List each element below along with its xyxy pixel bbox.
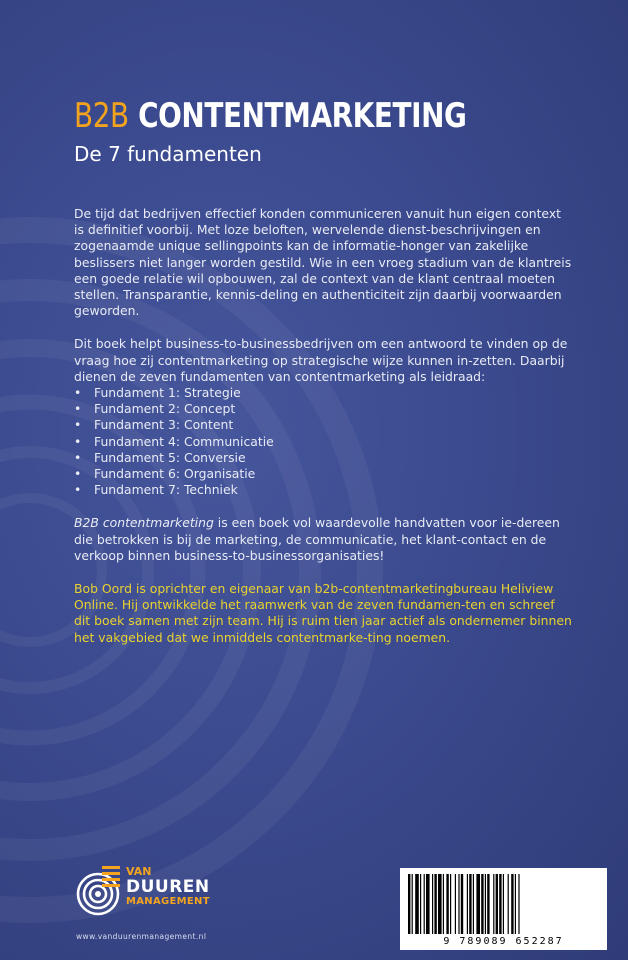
barcode-bar xyxy=(408,874,410,934)
barcode-bar xyxy=(432,874,433,934)
barcode-bar xyxy=(496,874,498,934)
fundamenten-list xyxy=(74,385,574,498)
list-item: • Fundament 2: Concept xyxy=(74,401,574,417)
publisher-line-duuren: DUUREN xyxy=(126,877,210,897)
title-prefix: B2B xyxy=(74,96,129,136)
publisher-website: www.vanduurenmanagement.nl xyxy=(76,932,207,941)
book-title-italic: B2B contentmarketing xyxy=(74,515,214,531)
barcode-bar xyxy=(469,874,471,934)
barcode-bar xyxy=(446,874,448,934)
barcode-bar xyxy=(415,874,419,934)
barcode-bar xyxy=(503,874,504,934)
barcode-bar xyxy=(438,874,442,934)
barcode-bar xyxy=(499,874,501,934)
back-cover-content xyxy=(74,96,574,646)
publisher-spiral-icon xyxy=(76,864,122,916)
barcode-bar xyxy=(511,874,513,934)
audience-text: is een boek vol waardevolle handvatten voor ie-dereen die betrokken is bij de marketing, de communicatie, het klant-contact en de verkoop binnen business-to-businessorganisaties! xyxy=(74,515,560,563)
list-item: • Fundament 6: Organisatie xyxy=(74,466,574,482)
barcode-bar xyxy=(476,874,480,934)
list-item: • Fundament 1: Strategie xyxy=(74,385,574,401)
list-item: • Fundament 7: Techniek xyxy=(74,482,574,498)
barcode-bar xyxy=(461,874,463,934)
publisher-logo xyxy=(76,862,266,922)
isbn-barcode xyxy=(400,868,607,950)
author-bio: Bob Oord is oprichter en eigenaar van b2b-contentmarketingbureau Heliview Online. Hij ontwikkelde het raamwerk van de zeven fundamen-ten en schreef dit boek samen met zijn team. Hij is ruim tien jaar actief als ondernemer binnen het vakgebied dat we inmiddels contentmarke-ting noemen. xyxy=(74,581,572,645)
barcode-bar xyxy=(443,874,444,934)
barcode-bar xyxy=(481,874,483,934)
publisher-line-management: MANAGEMENT xyxy=(126,896,210,907)
title-main: CONTENTMARKETING xyxy=(138,96,467,136)
barcode-bar xyxy=(450,874,451,934)
publisher-line-van: VAN xyxy=(126,865,152,878)
barcode-bar xyxy=(458,874,459,934)
barcode-bar xyxy=(493,874,494,934)
publisher-wordmark xyxy=(126,866,210,907)
barcode-bar xyxy=(473,874,474,934)
barcode-bar xyxy=(426,874,430,934)
purpose-block xyxy=(74,336,574,498)
list-item: • Fundament 3: Content xyxy=(74,417,574,433)
barcode-bar xyxy=(515,874,516,934)
barcode-bar xyxy=(412,874,413,934)
barcode-bar xyxy=(424,874,425,934)
barcode-bar xyxy=(508,874,509,934)
barcode-bar xyxy=(485,874,486,934)
book-title xyxy=(74,96,484,136)
book-subtitle: De 7 fundamenten xyxy=(74,142,262,166)
barcode-bar xyxy=(487,874,489,934)
isbn-number: 9 789089 652287 xyxy=(443,936,564,947)
list-item: • Fundament 5: Conversie xyxy=(74,450,574,466)
barcode-bar xyxy=(420,874,421,934)
barcode-bar xyxy=(467,874,468,934)
purpose-paragraph: Dit boek helpt business-to-businessbedrijven om een antwoord te vinden op de vraag hoe zij contentmarketing op strategische wijze kunnen in-zetten. Daarbij dienen de zeven fundamenten van contentmarketing als leidraad: xyxy=(74,336,568,384)
intro-paragraph: De tijd dat bedrijven effectief konden communiceren vanuit hun eigen context is definitief voorbij. Met loze beloften, wervelende dienst-beschrijvingen en zogenaamde unique sellingpoints kan de informatie-honger van zakelijke beslissers niet langer worden gestild. Wie in een vroeg stadium van de klantreis een goede relatie wil opbouwen, zal de context van de klant centraal moeten stellen. Transparantie, kennis-deling en authenticiteit zijn daarbij voorwaarden geworden. xyxy=(74,206,572,319)
list-item: • Fundament 4: Communicatie xyxy=(74,434,574,450)
audience-paragraph xyxy=(74,515,574,564)
barcode-bar xyxy=(518,874,519,934)
barcode-bar xyxy=(434,874,436,934)
barcode-bar xyxy=(455,874,456,934)
